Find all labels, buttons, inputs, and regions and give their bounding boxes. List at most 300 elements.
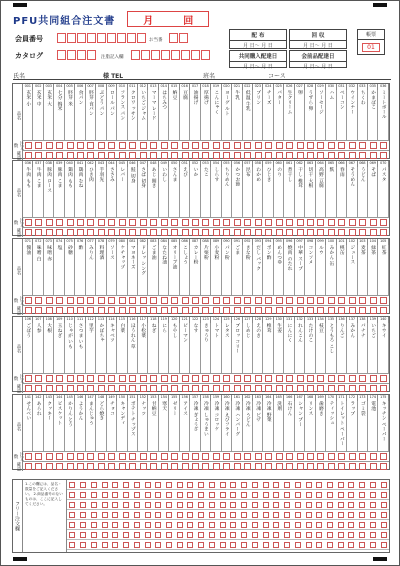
qty-box[interactable] <box>161 219 168 226</box>
qty-box[interactable] <box>87 152 94 159</box>
qty-box[interactable] <box>338 453 345 460</box>
digit-box[interactable] <box>181 50 190 60</box>
qty-box[interactable] <box>67 307 74 314</box>
qty-box[interactable] <box>150 142 157 149</box>
free-entry-box[interactable] <box>263 522 269 528</box>
qty-box[interactable] <box>171 385 178 392</box>
qty-box[interactable] <box>286 453 293 460</box>
free-entry-box[interactable] <box>306 532 312 538</box>
qty-box[interactable] <box>150 375 157 382</box>
free-entry-box[interactable] <box>198 542 204 548</box>
free-entry-box[interactable] <box>370 542 376 548</box>
free-entry-box[interactable] <box>295 512 301 518</box>
free-entry-box[interactable] <box>145 482 151 488</box>
qty-box[interactable] <box>297 463 304 470</box>
qty-box[interactable] <box>223 229 230 236</box>
qty-box[interactable] <box>307 385 314 392</box>
digit-box[interactable] <box>179 33 188 43</box>
qty-box[interactable] <box>108 297 115 304</box>
qty-box[interactable] <box>87 385 94 392</box>
free-entry-box[interactable] <box>123 502 129 508</box>
qty-box[interactable] <box>286 307 293 314</box>
qty-box[interactable] <box>276 297 283 304</box>
free-entry-box[interactable] <box>187 492 193 498</box>
qty-box[interactable] <box>349 307 356 314</box>
free-entry-box[interactable] <box>102 482 108 488</box>
free-entry-box[interactable] <box>230 492 236 498</box>
free-entry-box[interactable] <box>187 502 193 508</box>
qty-box[interactable] <box>46 297 53 304</box>
qty-box[interactable] <box>140 152 147 159</box>
qty-box[interactable] <box>171 375 178 382</box>
digit-box[interactable] <box>127 33 136 43</box>
qty-box[interactable] <box>328 297 335 304</box>
free-entry-box[interactable] <box>112 532 118 538</box>
qty-box[interactable] <box>359 297 366 304</box>
free-entry-box[interactable] <box>230 542 236 548</box>
qty-box[interactable] <box>286 463 293 470</box>
free-entry-box[interactable] <box>102 512 108 518</box>
free-entry-box[interactable] <box>177 522 183 528</box>
qty-box[interactable] <box>317 385 324 392</box>
qty-box[interactable] <box>255 219 262 226</box>
qty-box[interactable] <box>87 142 94 149</box>
free-entry-box[interactable] <box>295 532 301 538</box>
qty-box[interactable] <box>202 142 209 149</box>
qty-box[interactable] <box>108 385 115 392</box>
qty-box[interactable] <box>35 375 42 382</box>
qty-box[interactable] <box>108 453 115 460</box>
qty-box[interactable] <box>338 385 345 392</box>
qty-box[interactable] <box>359 463 366 470</box>
free-entry-box[interactable] <box>263 492 269 498</box>
qty-box[interactable] <box>286 229 293 236</box>
qty-box[interactable] <box>98 453 105 460</box>
qty-box[interactable] <box>223 375 230 382</box>
free-entry-box[interactable] <box>177 512 183 518</box>
qty-box[interactable] <box>213 375 220 382</box>
qty-box[interactable] <box>140 375 147 382</box>
qty-box[interactable] <box>161 375 168 382</box>
free-entry-box[interactable] <box>295 502 301 508</box>
qty-box[interactable] <box>25 219 32 226</box>
qty-box[interactable] <box>98 219 105 226</box>
free-entry-box[interactable] <box>241 532 247 538</box>
qty-box[interactable] <box>77 152 84 159</box>
free-entry-box[interactable] <box>359 492 365 498</box>
free-entry-box[interactable] <box>252 522 258 528</box>
qty-box[interactable] <box>129 297 136 304</box>
free-entry-box[interactable] <box>306 502 312 508</box>
qty-box[interactable] <box>286 375 293 382</box>
qty-box[interactable] <box>87 375 94 382</box>
qty-box[interactable] <box>276 152 283 159</box>
qty-box[interactable] <box>338 375 345 382</box>
qty-box[interactable] <box>171 219 178 226</box>
qty-box[interactable] <box>370 375 377 382</box>
month-round-box[interactable] <box>127 11 209 27</box>
qty-box[interactable] <box>317 219 324 226</box>
free-entry-box[interactable] <box>273 482 279 488</box>
qty-box[interactable] <box>67 142 74 149</box>
free-entry-box[interactable] <box>102 492 108 498</box>
free-entry-box[interactable] <box>187 542 193 548</box>
qty-box[interactable] <box>171 463 178 470</box>
qty-box[interactable] <box>56 297 63 304</box>
free-entry-box[interactable] <box>338 492 344 498</box>
qty-box[interactable] <box>202 375 209 382</box>
qty-box[interactable] <box>25 297 32 304</box>
qty-box[interactable] <box>265 463 272 470</box>
qty-box[interactable] <box>297 385 304 392</box>
digit-box[interactable] <box>87 33 96 43</box>
qty-box[interactable] <box>87 219 94 226</box>
qty-box[interactable] <box>108 375 115 382</box>
qty-box[interactable] <box>150 297 157 304</box>
qty-box[interactable] <box>182 385 189 392</box>
free-entry-box[interactable] <box>134 512 140 518</box>
qty-box[interactable] <box>213 229 220 236</box>
qty-box[interactable] <box>317 152 324 159</box>
free-entry-box[interactable] <box>284 542 290 548</box>
free-entry-box[interactable] <box>220 502 226 508</box>
qty-box[interactable] <box>370 152 377 159</box>
free-entry-box[interactable] <box>155 482 161 488</box>
qty-box[interactable] <box>307 142 314 149</box>
qty-box[interactable] <box>140 142 147 149</box>
qty-box[interactable] <box>67 385 74 392</box>
qty-box[interactable] <box>349 375 356 382</box>
free-entry-box[interactable] <box>241 512 247 518</box>
qty-box[interactable] <box>171 229 178 236</box>
qty-box[interactable] <box>56 453 63 460</box>
qty-box[interactable] <box>192 307 199 314</box>
free-entry-box[interactable] <box>284 512 290 518</box>
free-entry-box[interactable] <box>220 542 226 548</box>
digit-box[interactable] <box>137 33 146 43</box>
qty-box[interactable] <box>234 453 241 460</box>
qty-box[interactable] <box>380 463 387 470</box>
qty-box[interactable] <box>35 297 42 304</box>
qty-box[interactable] <box>108 142 115 149</box>
free-entry-box[interactable] <box>177 492 183 498</box>
qty-box[interactable] <box>276 453 283 460</box>
qty-box[interactable] <box>56 463 63 470</box>
qty-box[interactable] <box>171 142 178 149</box>
free-entry-box[interactable] <box>241 542 247 548</box>
free-entry-box[interactable] <box>273 512 279 518</box>
qty-box[interactable] <box>328 307 335 314</box>
qty-box[interactable] <box>328 219 335 226</box>
free-entry-box[interactable] <box>155 522 161 528</box>
free-entry-box[interactable] <box>177 542 183 548</box>
qty-box[interactable] <box>25 307 32 314</box>
qty-box[interactable] <box>244 463 251 470</box>
qty-box[interactable] <box>182 229 189 236</box>
free-entry-box[interactable] <box>220 512 226 518</box>
qty-box[interactable] <box>77 463 84 470</box>
qty-box[interactable] <box>307 307 314 314</box>
qty-box[interactable] <box>276 385 283 392</box>
qty-box[interactable] <box>255 375 262 382</box>
qty-box[interactable] <box>255 307 262 314</box>
qty-box[interactable] <box>370 229 377 236</box>
qty-box[interactable] <box>276 229 283 236</box>
qty-box[interactable] <box>25 152 32 159</box>
free-entry-box[interactable] <box>112 512 118 518</box>
qty-box[interactable] <box>328 385 335 392</box>
free-entry-box[interactable] <box>327 492 333 498</box>
qty-box[interactable] <box>129 152 136 159</box>
free-entry-box[interactable] <box>327 482 333 488</box>
free-entry-box[interactable] <box>348 522 354 528</box>
digit-box[interactable] <box>201 50 210 60</box>
free-entry-box[interactable] <box>359 542 365 548</box>
qty-box[interactable] <box>213 297 220 304</box>
free-entry-box[interactable] <box>348 492 354 498</box>
free-entry-box[interactable] <box>306 522 312 528</box>
qty-box[interactable] <box>244 385 251 392</box>
qty-box[interactable] <box>46 142 53 149</box>
qty-box[interactable] <box>182 453 189 460</box>
free-entry-box[interactable] <box>241 482 247 488</box>
qty-box[interactable] <box>56 142 63 149</box>
free-entry-box[interactable] <box>273 522 279 528</box>
qty-box[interactable] <box>317 142 324 149</box>
qty-box[interactable] <box>297 375 304 382</box>
free-entry-box[interactable] <box>69 482 75 488</box>
qty-box[interactable] <box>202 297 209 304</box>
qty-box[interactable] <box>161 385 168 392</box>
qty-box[interactable] <box>35 229 42 236</box>
qty-box[interactable] <box>202 219 209 226</box>
qty-box[interactable] <box>140 453 147 460</box>
qty-box[interactable] <box>213 385 220 392</box>
qty-box[interactable] <box>349 463 356 470</box>
digit-box[interactable] <box>57 33 66 43</box>
qty-box[interactable] <box>77 453 84 460</box>
qty-box[interactable] <box>338 307 345 314</box>
qty-box[interactable] <box>297 297 304 304</box>
qty-box[interactable] <box>140 229 147 236</box>
qty-box[interactable] <box>317 297 324 304</box>
free-entry-box[interactable] <box>230 502 236 508</box>
digit-box[interactable] <box>87 50 96 60</box>
qty-box[interactable] <box>255 463 262 470</box>
qty-box[interactable] <box>161 142 168 149</box>
digit-box[interactable] <box>171 50 180 60</box>
member-extra-boxes[interactable] <box>169 33 189 43</box>
digit-box[interactable] <box>151 50 160 60</box>
free-entry-box[interactable] <box>145 522 151 528</box>
qty-box[interactable] <box>98 297 105 304</box>
free-entry-box[interactable] <box>316 532 322 538</box>
free-entry-box[interactable] <box>187 512 193 518</box>
qty-box[interactable] <box>255 453 262 460</box>
free-entry-box[interactable] <box>230 522 236 528</box>
free-entry-box[interactable] <box>381 502 387 508</box>
qty-box[interactable] <box>129 463 136 470</box>
qty-box[interactable] <box>265 142 272 149</box>
free-entry-box[interactable] <box>69 542 75 548</box>
free-entry-box[interactable] <box>145 542 151 548</box>
free-entry-box[interactable] <box>338 482 344 488</box>
free-entry-box[interactable] <box>284 502 290 508</box>
digit-box[interactable] <box>97 33 106 43</box>
qty-box[interactable] <box>192 297 199 304</box>
qty-box[interactable] <box>171 453 178 460</box>
qty-box[interactable] <box>234 142 241 149</box>
qty-box[interactable] <box>202 229 209 236</box>
qty-box[interactable] <box>286 142 293 149</box>
free-entry-box[interactable] <box>112 542 118 548</box>
qty-box[interactable] <box>87 229 94 236</box>
qty-box[interactable] <box>56 385 63 392</box>
free-entry-box[interactable] <box>359 512 365 518</box>
free-entry-box[interactable] <box>348 542 354 548</box>
qty-box[interactable] <box>338 229 345 236</box>
free-entry-box[interactable] <box>80 522 86 528</box>
qty-box[interactable] <box>213 219 220 226</box>
qty-box[interactable] <box>297 307 304 314</box>
free-entry-box[interactable] <box>209 512 215 518</box>
qty-box[interactable] <box>349 142 356 149</box>
qty-box[interactable] <box>140 463 147 470</box>
free-entry-box[interactable] <box>123 532 129 538</box>
free-entry-box[interactable] <box>177 482 183 488</box>
free-entry-box[interactable] <box>252 512 258 518</box>
free-entry-box[interactable] <box>316 512 322 518</box>
qty-box[interactable] <box>359 219 366 226</box>
qty-box[interactable] <box>380 219 387 226</box>
qty-box[interactable] <box>255 229 262 236</box>
free-entry-box[interactable] <box>381 482 387 488</box>
qty-box[interactable] <box>46 229 53 236</box>
qty-box[interactable] <box>150 229 157 236</box>
qty-box[interactable] <box>192 229 199 236</box>
qty-box[interactable] <box>119 142 126 149</box>
free-entry-box[interactable] <box>306 542 312 548</box>
qty-box[interactable] <box>234 229 241 236</box>
name-line[interactable] <box>13 71 391 80</box>
qty-box[interactable] <box>255 152 262 159</box>
free-entry-box[interactable] <box>338 512 344 518</box>
qty-box[interactable] <box>98 229 105 236</box>
qty-box[interactable] <box>265 385 272 392</box>
qty-box[interactable] <box>77 229 84 236</box>
free-entry-box[interactable] <box>284 532 290 538</box>
qty-box[interactable] <box>213 307 220 314</box>
qty-box[interactable] <box>380 385 387 392</box>
free-entry-box[interactable] <box>316 492 322 498</box>
qty-box[interactable] <box>119 385 126 392</box>
free-entry-box[interactable] <box>338 542 344 548</box>
qty-box[interactable] <box>171 297 178 304</box>
qty-box[interactable] <box>223 142 230 149</box>
free-entry-box[interactable] <box>284 482 290 488</box>
qty-box[interactable] <box>119 375 126 382</box>
qty-box[interactable] <box>234 219 241 226</box>
free-entry-box[interactable] <box>381 512 387 518</box>
digit-box[interactable] <box>141 50 150 60</box>
free-entry-box[interactable] <box>145 492 151 498</box>
qty-box[interactable] <box>108 463 115 470</box>
qty-box[interactable] <box>46 307 53 314</box>
qty-box[interactable] <box>46 463 53 470</box>
qty-box[interactable] <box>119 453 126 460</box>
qty-box[interactable] <box>202 463 209 470</box>
qty-box[interactable] <box>77 219 84 226</box>
free-entry-box[interactable] <box>112 492 118 498</box>
qty-box[interactable] <box>307 152 314 159</box>
free-entry-box[interactable] <box>348 482 354 488</box>
qty-box[interactable] <box>223 307 230 314</box>
free-entry-box[interactable] <box>134 502 140 508</box>
qty-box[interactable] <box>171 152 178 159</box>
free-entry-box[interactable] <box>166 532 172 538</box>
qty-box[interactable] <box>338 297 345 304</box>
free-entry-box[interactable] <box>381 542 387 548</box>
qty-box[interactable] <box>370 297 377 304</box>
free-entry-box[interactable] <box>209 532 215 538</box>
digit-box[interactable] <box>77 33 86 43</box>
qty-box[interactable] <box>359 385 366 392</box>
qty-box[interactable] <box>192 375 199 382</box>
qty-box[interactable] <box>192 219 199 226</box>
qty-box[interactable] <box>370 463 377 470</box>
qty-box[interactable] <box>182 142 189 149</box>
free-entry-box[interactable] <box>338 522 344 528</box>
free-entry-box[interactable] <box>381 492 387 498</box>
qty-box[interactable] <box>307 375 314 382</box>
qty-box[interactable] <box>129 142 136 149</box>
free-entry-box[interactable] <box>348 532 354 538</box>
qty-box[interactable] <box>359 307 366 314</box>
qty-box[interactable] <box>182 307 189 314</box>
free-entry-box[interactable] <box>306 512 312 518</box>
free-entry-box[interactable] <box>198 532 204 538</box>
free-entry-box[interactable] <box>241 522 247 528</box>
free-entry-box[interactable] <box>359 532 365 538</box>
qty-box[interactable] <box>244 152 251 159</box>
qty-box[interactable] <box>35 453 42 460</box>
qty-box[interactable] <box>150 453 157 460</box>
free-entry-box[interactable] <box>263 542 269 548</box>
qty-box[interactable] <box>255 297 262 304</box>
free-entry-box[interactable] <box>252 502 258 508</box>
qty-box[interactable] <box>338 219 345 226</box>
free-entry-box[interactable] <box>252 532 258 538</box>
free-entry-box[interactable] <box>220 532 226 538</box>
qty-box[interactable] <box>286 152 293 159</box>
qty-box[interactable] <box>223 297 230 304</box>
qty-box[interactable] <box>276 142 283 149</box>
qty-box[interactable] <box>171 307 178 314</box>
free-entry-box[interactable] <box>306 482 312 488</box>
free-entry-box[interactable] <box>209 482 215 488</box>
qty-box[interactable] <box>317 463 324 470</box>
free-entry-box[interactable] <box>370 512 376 518</box>
qty-box[interactable] <box>317 453 324 460</box>
qty-box[interactable] <box>276 375 283 382</box>
qty-box[interactable] <box>87 307 94 314</box>
free-entry-box[interactable] <box>91 482 97 488</box>
qty-box[interactable] <box>317 229 324 236</box>
qty-box[interactable] <box>56 152 63 159</box>
free-entry-box[interactable] <box>123 492 129 498</box>
free-entry-box[interactable] <box>295 492 301 498</box>
qty-box[interactable] <box>25 463 32 470</box>
